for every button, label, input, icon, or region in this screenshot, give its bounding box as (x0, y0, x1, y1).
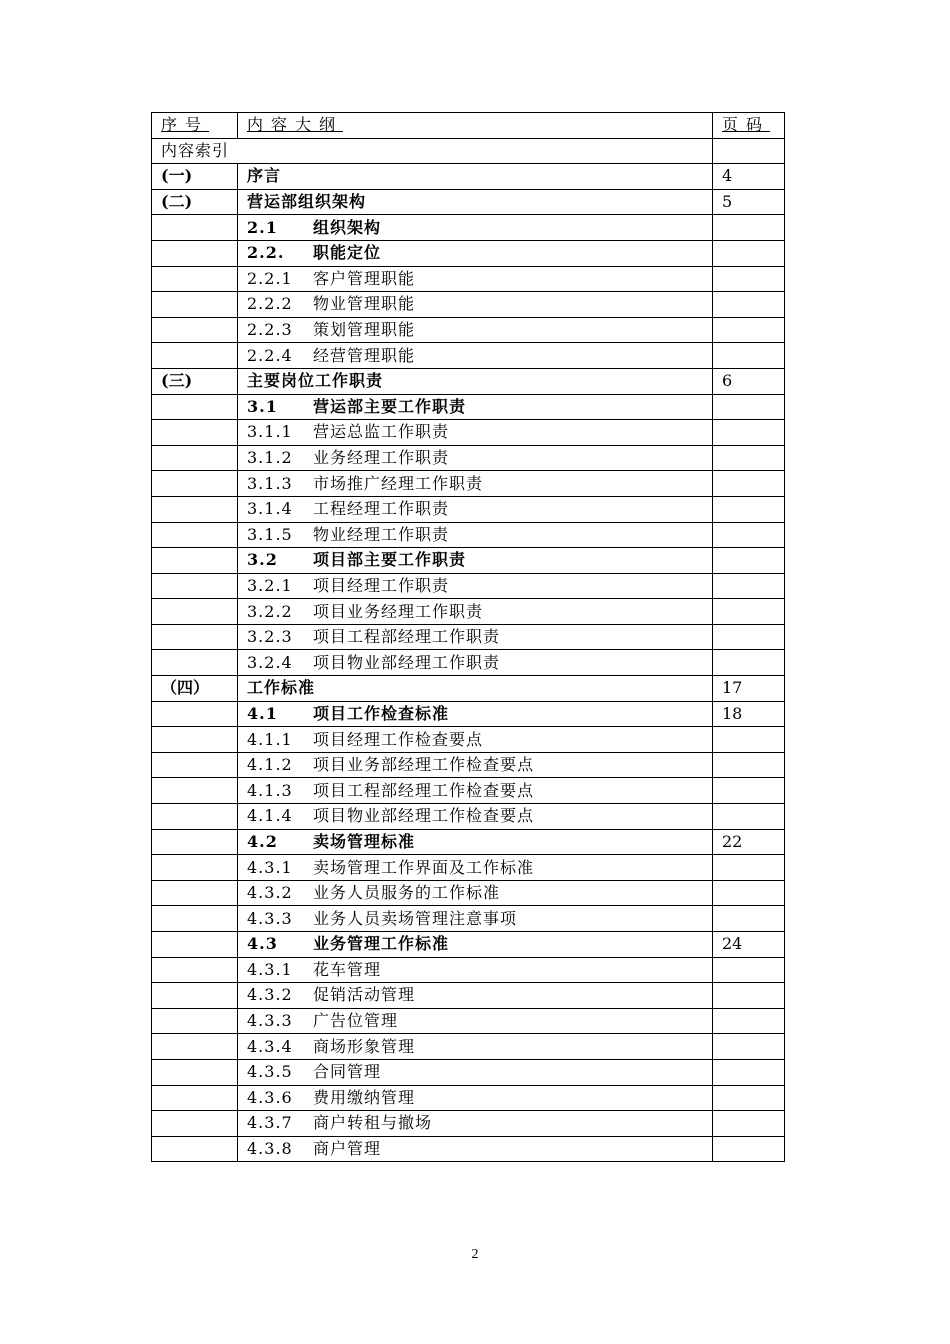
toc-row-code: 2.1 (247, 217, 278, 237)
toc-row-page (713, 138, 785, 164)
toc-row-page (713, 317, 785, 343)
toc-row-number (152, 573, 238, 599)
toc-row (152, 1085, 785, 1111)
toc-row (152, 292, 785, 318)
toc-row-title: 项目物业部经理工作检查要点 (313, 806, 535, 826)
page-number: 2 (471, 1247, 479, 1262)
toc-row-content (238, 676, 713, 702)
toc-row-page (713, 906, 785, 932)
toc-row-content (238, 932, 713, 958)
toc-row (152, 752, 785, 778)
toc-row (152, 701, 785, 727)
toc-row-content (238, 1111, 713, 1137)
toc-row-number (152, 266, 238, 292)
header-content-label: 内容大纲 (247, 115, 344, 135)
toc-row-title: 物业管理职能 (313, 294, 416, 314)
toc-row-content (238, 189, 713, 215)
toc-row-code: 4.1.3 (247, 780, 293, 800)
toc-row-title: 营运部主要工作职责 (313, 396, 467, 416)
toc-row-code: 4.3.8 (247, 1139, 293, 1159)
toc-row-title: 商场形象管理 (313, 1036, 416, 1056)
toc-row-code: 4.3.3 (247, 908, 293, 928)
toc-row-page (713, 343, 785, 369)
toc-row-content (238, 829, 713, 855)
toc-row (152, 650, 785, 676)
toc-row-content (238, 343, 713, 369)
toc-row-number (152, 957, 238, 983)
toc-row-code: 3.1.4 (247, 499, 293, 519)
toc-row (152, 676, 785, 702)
toc-row-content (238, 1008, 713, 1034)
toc-row-title: 项目工作检查标准 (313, 703, 450, 723)
toc-row-number (152, 215, 238, 241)
toc-row (152, 829, 785, 855)
toc-row-page: 5 (713, 189, 785, 215)
toc-row-code: 3.1.2 (247, 448, 293, 468)
toc-row-content (238, 394, 713, 420)
toc-row-content (238, 420, 713, 446)
toc-row-content (238, 1034, 713, 1060)
toc-row-number (152, 906, 238, 932)
toc-row-content (238, 1059, 713, 1085)
toc-row-content (238, 599, 713, 625)
toc-row-number (152, 1111, 238, 1137)
toc-row-number (152, 727, 238, 753)
toc-row-number (152, 624, 238, 650)
toc-row-page (713, 855, 785, 881)
toc-row-content (238, 164, 713, 190)
toc-row-content (238, 496, 713, 522)
toc-row-code: 3.1.5 (247, 524, 293, 544)
toc-row-number: (三) (152, 368, 238, 394)
toc-row (152, 1111, 785, 1137)
header-num-label: 序号 (161, 115, 210, 135)
toc-row-number (152, 1034, 238, 1060)
toc-row-page (713, 471, 785, 497)
toc-row (152, 445, 785, 471)
toc-row-number (152, 778, 238, 804)
toc-row-title: 业务人员卖场管理注意事项 (313, 908, 518, 928)
toc-row-content (238, 650, 713, 676)
toc-row (152, 189, 785, 215)
toc-row-title: 工程经理工作职责 (313, 499, 450, 519)
toc-row (152, 471, 785, 497)
toc-row-title: 项目经理工作检查要点 (313, 729, 484, 749)
toc-row-page (713, 573, 785, 599)
toc-row (152, 855, 785, 881)
toc-row-title: 业务经理工作职责 (313, 448, 450, 468)
toc-row-title: 市场推广经理工作职责 (313, 473, 484, 493)
toc-row-number (152, 420, 238, 446)
toc-row-number (152, 317, 238, 343)
toc-row-code: 2.2. (247, 243, 285, 263)
toc-row-content (238, 266, 713, 292)
toc-row-code: 4.3.7 (247, 1113, 293, 1133)
toc-row-page: 4 (713, 164, 785, 190)
toc-row-title: 项目业务部经理工作检查要点 (313, 755, 535, 775)
toc-row-content (238, 292, 713, 318)
toc-row-code: 4.3.3 (247, 1011, 293, 1031)
toc-row-code: 3.1.3 (247, 473, 293, 493)
toc-row (152, 957, 785, 983)
toc-row (152, 932, 785, 958)
toc-row (152, 240, 785, 266)
toc-row-page (713, 624, 785, 650)
toc-row (152, 906, 785, 932)
toc-row-number (152, 1136, 238, 1162)
toc-row-page (713, 1059, 785, 1085)
toc-row-page (713, 727, 785, 753)
toc-row-title: 广告位管理 (313, 1011, 399, 1031)
toc-row-number (152, 522, 238, 548)
toc-row-code: 4.3 (247, 934, 278, 954)
toc-row-number (152, 1008, 238, 1034)
toc-row-number (152, 701, 238, 727)
toc-row-number (152, 445, 238, 471)
toc-row-page (713, 548, 785, 574)
toc-header-row (152, 113, 785, 139)
toc-row (152, 548, 785, 574)
toc-row-code: 4.3.5 (247, 1062, 293, 1082)
toc-row-page (713, 1034, 785, 1060)
toc-row-code: 4.1.1 (247, 729, 293, 749)
toc-row-title: 项目部主要工作职责 (313, 550, 467, 570)
toc-row-code: 3.2.4 (247, 652, 293, 672)
toc-row-code: 4.1.2 (247, 755, 293, 775)
toc-row-page: 22 (713, 829, 785, 855)
toc-row-code: 3.2.1 (247, 575, 293, 595)
toc-row-number (152, 292, 238, 318)
toc-row (152, 368, 785, 394)
toc-row-title: 商户转租与撤场 (313, 1113, 433, 1133)
toc-row-content (238, 471, 713, 497)
toc-row-title: 花车管理 (313, 959, 382, 979)
toc-row-page: 18 (713, 701, 785, 727)
toc-row-page (713, 266, 785, 292)
toc-row (152, 727, 785, 753)
toc-row-content (238, 1136, 713, 1162)
toc-row-number (152, 343, 238, 369)
toc-row-content (238, 983, 713, 1009)
toc-row-number (152, 1059, 238, 1085)
toc-row-number (152, 804, 238, 830)
toc-row (152, 1136, 785, 1162)
toc-row-title: 经营管理职能 (313, 345, 416, 365)
toc-row-title: 组织架构 (313, 217, 382, 237)
toc-row-number (152, 548, 238, 574)
toc-row (152, 496, 785, 522)
toc-row (152, 522, 785, 548)
toc-row (152, 317, 785, 343)
toc-row-title: 合同管理 (313, 1062, 382, 1082)
toc-row-page: 17 (713, 676, 785, 702)
toc-row-number (152, 752, 238, 778)
toc-row (152, 804, 785, 830)
toc-row-number (152, 471, 238, 497)
toc-row (152, 1008, 785, 1034)
toc-row (152, 343, 785, 369)
toc-row-page (713, 778, 785, 804)
toc-row-number: 内容索引 (152, 138, 713, 164)
toc-row-page (713, 240, 785, 266)
toc-row-code: 2.2.4 (247, 345, 293, 365)
toc-row-content (238, 240, 713, 266)
toc-row (152, 1034, 785, 1060)
toc-row-code: 4.3.2 (247, 883, 293, 903)
toc-row (152, 778, 785, 804)
toc-row-page (713, 292, 785, 318)
toc-row-page (713, 522, 785, 548)
toc-row (152, 420, 785, 446)
toc-row-content (238, 548, 713, 574)
toc-row-page (713, 445, 785, 471)
toc-row-content (238, 701, 713, 727)
toc-row-page (713, 1085, 785, 1111)
toc-row-content (238, 727, 713, 753)
toc-row-code: 3.2 (247, 550, 278, 570)
toc-row-code: 4.1.4 (247, 806, 293, 826)
toc-row-title: 业务人员服务的工作标准 (313, 883, 501, 903)
toc-row-title: 卖场管理标准 (313, 831, 416, 851)
toc-row-number (152, 599, 238, 625)
toc-row-page: 6 (713, 368, 785, 394)
toc-row-content (238, 778, 713, 804)
toc-row (152, 266, 785, 292)
toc-row-number (152, 983, 238, 1009)
toc-row (152, 624, 785, 650)
toc-row-title: 卖场管理工作界面及工作标准 (313, 857, 535, 877)
header-content (238, 113, 713, 139)
toc-row-code: 4.3.1 (247, 857, 293, 877)
toc-row-content (238, 317, 713, 343)
toc-row-page (713, 215, 785, 241)
toc-row-page (713, 1136, 785, 1162)
toc-row-content (238, 880, 713, 906)
toc-row (152, 599, 785, 625)
toc-row-code: 4.3.4 (247, 1036, 293, 1056)
toc-row-code: 2.2.1 (247, 268, 293, 288)
toc-row-page (713, 1111, 785, 1137)
toc-row-title: 项目工程部经理工作职责 (313, 627, 501, 647)
toc-row-title: 营运总监工作职责 (313, 422, 450, 442)
toc-row-page: 24 (713, 932, 785, 958)
toc-row-code: 4.3.2 (247, 985, 293, 1005)
toc-row (152, 983, 785, 1009)
toc-row (152, 394, 785, 420)
toc-row-number: （四） (152, 676, 238, 702)
toc-row-page (713, 752, 785, 778)
toc-row-content (238, 804, 713, 830)
header-page-label: 页码 (722, 115, 771, 135)
toc-row-page (713, 394, 785, 420)
toc-row (152, 215, 785, 241)
toc-row-page (713, 1008, 785, 1034)
toc-row-code: 3.1 (247, 396, 278, 416)
toc-row-number (152, 1085, 238, 1111)
toc-row-title: 项目工程部经理工作检查要点 (313, 780, 535, 800)
toc-row-code: 3.2.3 (247, 627, 293, 647)
header-num (152, 113, 238, 139)
toc-row-title: 费用缴纳管理 (313, 1087, 416, 1107)
toc-row-number (152, 650, 238, 676)
toc-row-code: 4.2 (247, 831, 278, 851)
toc-row-content (238, 624, 713, 650)
toc-body (152, 113, 785, 1162)
toc-row-number (152, 932, 238, 958)
toc-row-title: 促销活动管理 (313, 985, 416, 1005)
toc-row-title: 职能定位 (313, 243, 382, 263)
toc-row-content (238, 522, 713, 548)
toc-row-content (238, 906, 713, 932)
toc-row-number (152, 880, 238, 906)
toc-row-page (713, 957, 785, 983)
toc-row-page (713, 496, 785, 522)
toc-row-title: 业务管理工作标准 (313, 934, 450, 954)
toc-row-title: 客户管理职能 (313, 268, 416, 288)
toc-row-title: 商户管理 (313, 1139, 382, 1159)
toc-row-content (238, 855, 713, 881)
toc-row (152, 138, 785, 164)
toc-row-number (152, 394, 238, 420)
toc-row-content (238, 957, 713, 983)
toc-row-code: 2.2.2 (247, 294, 293, 314)
toc-row-content (238, 368, 713, 394)
toc-row-page (713, 983, 785, 1009)
toc-row-title: 项目业务经理工作职责 (313, 601, 484, 621)
toc-row-title: 营运部组织架构 (247, 192, 367, 212)
toc-row (152, 573, 785, 599)
toc-row-title: 序言 (247, 166, 282, 186)
toc-row-number (152, 240, 238, 266)
toc-row (152, 1059, 785, 1085)
toc-row-code: 4.1 (247, 703, 278, 723)
toc-row-content (238, 1085, 713, 1111)
toc-row-number (152, 496, 238, 522)
header-page (713, 113, 785, 139)
toc-row-code: 3.1.1 (247, 422, 293, 442)
toc-row-content (238, 445, 713, 471)
toc-row-number: (一) (152, 164, 238, 190)
toc-row-code: 4.3.1 (247, 959, 293, 979)
toc-row-number (152, 829, 238, 855)
toc-row-page (713, 804, 785, 830)
toc-row-title: 物业经理工作职责 (313, 524, 450, 544)
toc-row-content (238, 573, 713, 599)
toc-row-page (713, 420, 785, 446)
toc-row-title: 工作标准 (247, 678, 316, 698)
toc-row-page (713, 650, 785, 676)
toc-row-content (238, 752, 713, 778)
toc-row-number: (二) (152, 189, 238, 215)
toc-row-page (713, 599, 785, 625)
toc-row-code: 2.2.3 (247, 320, 293, 340)
toc-row (152, 880, 785, 906)
toc-row (152, 164, 785, 190)
toc-row-number (152, 855, 238, 881)
toc-row-title: 主要岗位工作职责 (247, 371, 384, 391)
toc-row-title: 策划管理职能 (313, 320, 416, 340)
toc-table (151, 112, 785, 1162)
toc-row-code: 4.3.6 (247, 1087, 293, 1107)
toc-row-page (713, 880, 785, 906)
toc-row-title: 项目经理工作职责 (313, 575, 450, 595)
toc-row-code: 3.2.2 (247, 601, 293, 621)
toc-row-content (238, 215, 713, 241)
toc-row-title: 项目物业部经理工作职责 (313, 652, 501, 672)
